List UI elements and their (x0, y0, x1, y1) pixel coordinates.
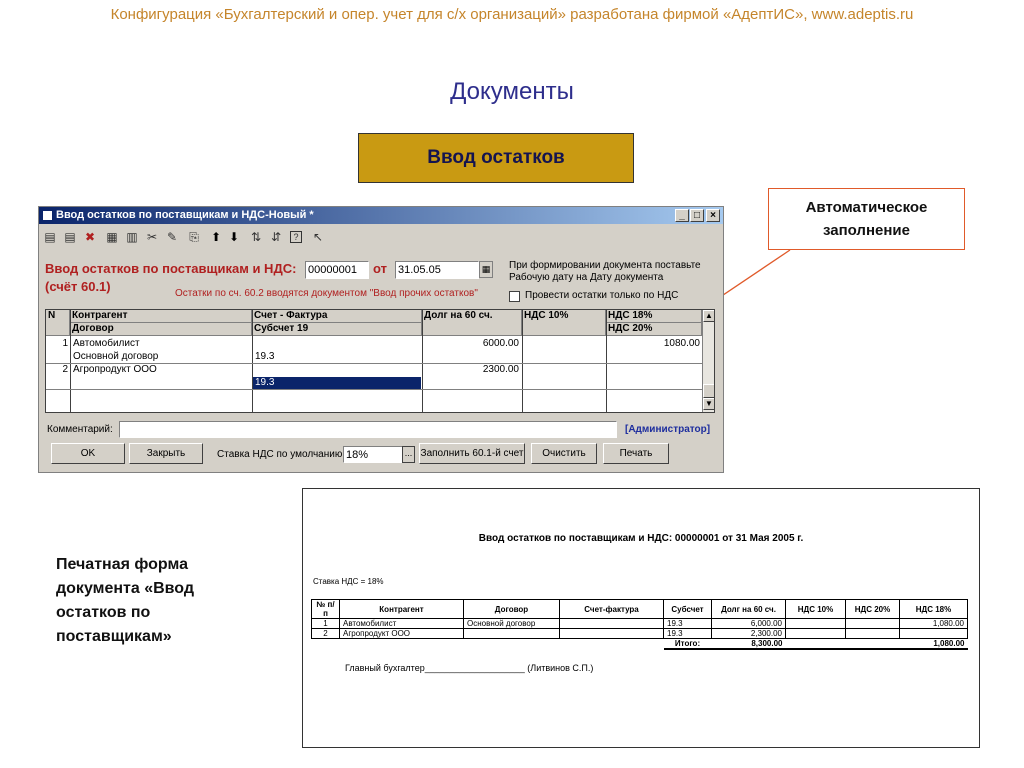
print-signature: Главный бухгалтер____________________ (Литвинов С.П.) (345, 663, 594, 673)
print-col-contractor: Контрагент (340, 600, 464, 619)
row-number[interactable]: 2 (62, 364, 68, 375)
col-header-contract[interactable]: Договор (70, 323, 252, 336)
print-col-contract: Договор (464, 600, 560, 619)
print-col-subaccount: Субсчет (664, 600, 712, 619)
balances-grid[interactable] (45, 309, 715, 413)
calendar-icon[interactable]: ▦ (479, 261, 493, 278)
scroll-thumb[interactable] (703, 384, 715, 398)
vat-default-field[interactable]: 18% (343, 446, 403, 463)
cell-vat10[interactable] (523, 338, 605, 350)
print-row (312, 619, 968, 629)
print-col-vat10: НДС 10% (786, 600, 846, 619)
comment-input[interactable] (119, 421, 617, 438)
cell-vat10[interactable] (523, 364, 605, 376)
print-total-debt: 8,300.00 (712, 639, 786, 650)
window-title: Ввод остатков по поставщикам и НДС-Новый * (56, 209, 314, 221)
vat-only-checkbox-label: Провести остатки только по НДС (525, 290, 679, 301)
date-field[interactable]: 31.05.05 (395, 261, 479, 279)
toolbar (42, 229, 362, 247)
current-user: [Администратор] (625, 424, 711, 435)
print-cell: Основной договор (464, 619, 560, 629)
grid-line (46, 389, 702, 390)
col-header-debt[interactable]: Долг на 60 сч. (422, 310, 522, 336)
move-up-icon[interactable]: ⬆ (210, 230, 222, 244)
date-label: от (373, 261, 387, 276)
print-cell (846, 629, 900, 639)
print-total-row (312, 639, 968, 650)
col-header-vat20[interactable]: НДС 20% (606, 323, 702, 336)
insert-icon[interactable]: ⎘ (189, 230, 199, 244)
print-icon[interactable]: ▦ (106, 230, 118, 244)
cell-invoice[interactable] (253, 338, 421, 350)
cell-debt[interactable]: 6000.00 (482, 338, 519, 349)
print-cell: 2,300.00 (712, 629, 786, 639)
print-total-vat18: 1,080.00 (900, 639, 968, 650)
print-cell (560, 629, 664, 639)
print-cell: 2 (312, 629, 340, 639)
print-cell: Автомобилист (340, 619, 464, 629)
comment-label: Комментарий: (47, 424, 113, 435)
close-button[interactable]: Закрыть (129, 443, 203, 464)
print-cell (560, 619, 664, 629)
close-icon[interactable]: × (706, 209, 720, 222)
copy-doc-icon[interactable]: ▤ (64, 230, 76, 244)
print-col-vat18: НДС 18% (900, 600, 968, 619)
print-cell: Агропродукт ООО (340, 629, 464, 639)
print-total-label: Итого: (664, 639, 712, 650)
caption-line: Печатная форма (56, 556, 189, 573)
context-help-icon[interactable]: ↖ (312, 230, 324, 244)
sort-asc-icon[interactable]: ⇅ (250, 230, 262, 244)
document-window (38, 206, 724, 473)
caption-line: поставщикам» (56, 628, 172, 645)
scroll-down-icon[interactable]: ▼ (703, 398, 715, 410)
cell-subaccount-selected[interactable]: 19.3 (253, 377, 421, 389)
cell-vat18[interactable] (607, 364, 700, 376)
col-header-subaccount[interactable]: Субсчет 19 (252, 323, 422, 336)
note-text: Остатки по сч. 60.2 вводятся документом "Ввод прочих остатков" (175, 288, 478, 299)
print-vat-rate: Ставка НДС = 18% (313, 577, 384, 586)
col-header-contractor[interactable]: Контрагент (70, 310, 252, 323)
grid-line (70, 310, 71, 413)
doc-number-field[interactable]: 00000001 (305, 261, 369, 279)
print-table (311, 599, 968, 650)
cut-icon[interactable]: ✂ (146, 230, 158, 244)
cell-contract[interactable]: Основной договор (73, 351, 159, 362)
print-col-vat20: НДС 20% (846, 600, 900, 619)
grid-line (46, 363, 702, 364)
section-label: Ввод остатков (358, 133, 634, 183)
callout-line: Автоматическое (805, 199, 928, 216)
edit-icon[interactable]: ✎ (166, 230, 178, 244)
grid-line (252, 310, 253, 413)
cell-invoice[interactable] (253, 364, 421, 376)
grid-scrollbar[interactable] (702, 310, 715, 412)
hint-line: Рабочую дату на Дату документа (509, 272, 664, 283)
clear-button[interactable]: Очистить (531, 443, 597, 464)
cell-vat18[interactable]: 1080.00 (663, 338, 700, 349)
move-down-icon[interactable]: ⬇ (228, 230, 240, 244)
caption-line: остатков по (56, 604, 151, 621)
print-cell: 19.3 (664, 629, 712, 639)
print-cell (786, 619, 846, 629)
row-number[interactable]: 1 (62, 338, 68, 349)
window-titlebar[interactable] (39, 207, 723, 224)
print-cell: 1,080.00 (900, 619, 968, 629)
ok-button[interactable]: OK (51, 443, 125, 464)
col-header-n[interactable]: N (46, 310, 70, 336)
cell-debt[interactable]: 2300.00 (482, 364, 519, 375)
slide-header-text: Конфигурация «Бухгалтерский и опер. учет для с/х организаций» разработана фирмой «АдептИС», www.adeptis.ru (110, 6, 914, 23)
print-cell (786, 629, 846, 639)
fill-60-1-button[interactable]: Заполнить 60.1-й счет (419, 443, 525, 464)
print-cell (464, 629, 560, 639)
print-row (312, 629, 968, 639)
document-heading-line: Ввод остатков по поставщикам и НДС: (45, 261, 297, 276)
grid-line (522, 310, 523, 413)
hint-line: При формировании документа поставьте (509, 260, 701, 271)
print-cell (900, 629, 968, 639)
col-header-vat10[interactable]: НДС 10% (522, 310, 606, 336)
grid-line (422, 310, 423, 413)
new-doc-icon[interactable]: ▤ (44, 230, 56, 244)
caption-line: документа «Ввод (56, 580, 194, 597)
print-cell: 6,000.00 (712, 619, 786, 629)
print-cell: 1 (312, 619, 340, 629)
document-heading-account: (счёт 60.1) (45, 279, 111, 294)
vat-select-button[interactable]: ... (402, 446, 415, 463)
print-col-invoice: Счет-фактура (560, 600, 664, 619)
scroll-up-icon[interactable]: ▲ (703, 310, 715, 322)
slide-title: Документы (450, 78, 574, 105)
cell-contractor[interactable]: Автомобилист (73, 338, 140, 349)
print-form-caption (56, 553, 256, 649)
document-icon (42, 210, 53, 221)
preview-icon[interactable]: ▥ (126, 230, 138, 244)
delete-icon[interactable]: ✖ (84, 230, 96, 244)
cell-contract[interactable] (71, 377, 251, 389)
print-cell (846, 619, 900, 629)
vat-only-checkbox[interactable] (509, 291, 520, 302)
grid-line (606, 310, 607, 413)
print-form-preview (302, 488, 980, 748)
print-cell: 19.3 (664, 619, 712, 629)
callout-line: заполнение (822, 222, 910, 239)
print-col-debt: Долг на 60 сч. (712, 600, 786, 619)
col-header-invoice[interactable]: Счет - Фактура (252, 310, 422, 323)
print-col-n: № п/п (312, 600, 340, 619)
hint-text (509, 260, 719, 284)
vat-default-label: Ставка НДС по умолчанию (217, 449, 343, 460)
cell-subaccount[interactable]: 19.3 (255, 351, 275, 362)
sort-desc-icon[interactable]: ⇵ (270, 230, 282, 244)
print-title: Ввод остатков по поставщикам и НДС: 00000001 от 31 Мая 2005 г. (478, 533, 804, 544)
print-button[interactable]: Печать (603, 443, 669, 464)
help-icon[interactable]: ? (290, 231, 302, 243)
cell-contractor[interactable]: Агропродукт ООО (73, 364, 157, 375)
maximize-button[interactable]: □ (690, 209, 704, 222)
col-header-vat18[interactable]: НДС 18% (606, 310, 702, 323)
minimize-button[interactable]: _ (675, 209, 689, 222)
